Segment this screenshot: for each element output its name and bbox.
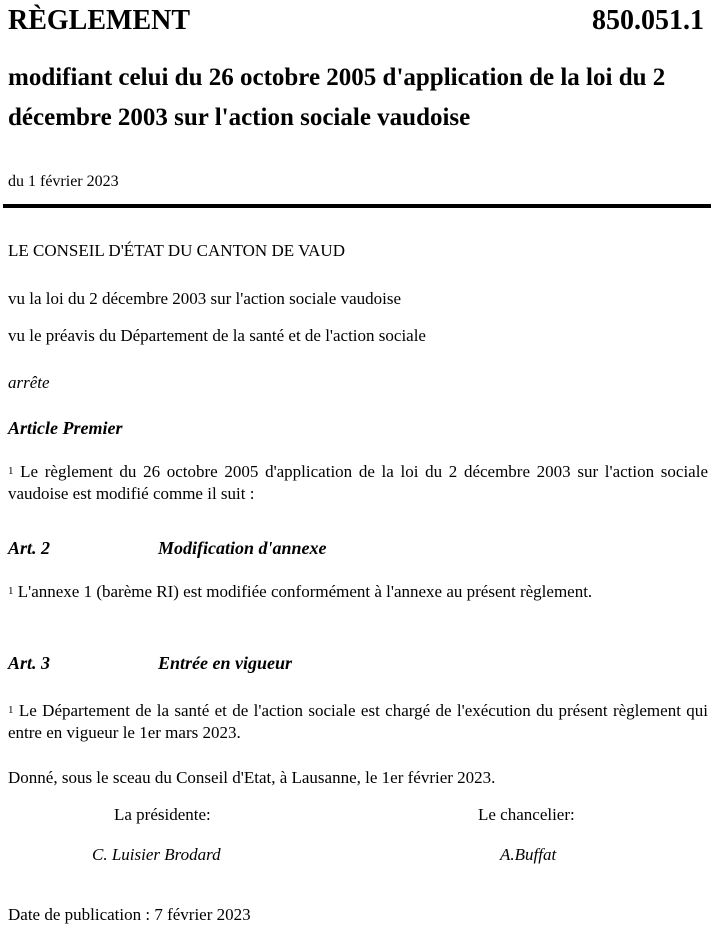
article-3-text: Le Département de la santé et de l'action sociale est chargé de l'exécution du présent règlement qui entre en vigueur le 1er mars 2023.	[8, 701, 709, 742]
given-under-seal: Donné, sous le sceau du Conseil d'Etat, à Lausanne, le 1er février 2023.	[8, 768, 496, 787]
issuing-authority: LE CONSEIL D'ÉTAT DU CANTON DE VAUD	[8, 241, 345, 260]
regulation-date: du 1 février 2023	[8, 173, 119, 190]
chancellor-label: Le chancelier:	[478, 805, 575, 824]
considering-department: vu le préavis du Département de la santé et de l'action sociale	[8, 326, 426, 345]
regulation-number: 850.051.1	[592, 5, 704, 36]
considering-law: vu la loi du 2 décembre 2003 sur l'action sociale vaudoise	[8, 289, 402, 308]
regulation-subtitle: modifiant celui du 26 octobre 2005 d'application de la loi du 2 décembre 2003 sur l'action sociale vaudoise	[8, 64, 666, 131]
article-1-text: Le règlement du 26 octobre 2005 d'application de la loi du 2 décembre 2003 sur l'action sociale vaudoise est modifié comme il suit :	[8, 462, 708, 503]
regulation-type-title: RÈGLEMENT	[8, 5, 191, 36]
article-1-paragraph	[8, 461, 708, 505]
president-label: La présidente:	[114, 805, 211, 824]
chancellor-name: A.Buffat	[500, 845, 557, 864]
paragraph-mark: 1	[8, 585, 14, 597]
article-3-number: Art. 3	[8, 653, 51, 673]
article-2-text: L'annexe 1 (barème RI) est modifiée conformément à l'annexe au présent règlement.	[17, 582, 593, 601]
president-name: C. Luisier Brodard	[92, 845, 221, 864]
article-2-paragraph	[8, 581, 708, 603]
publication-date: Date de publication : 7 février 2023	[8, 905, 251, 924]
paragraph-mark: 1	[8, 704, 14, 716]
paragraph-mark: 1	[8, 465, 14, 477]
header-divider	[3, 204, 711, 208]
article-2-number: Art. 2	[8, 538, 51, 558]
article-3-title: Entrée en vigueur	[158, 653, 293, 673]
article-3-paragraph	[8, 700, 708, 744]
article-1-heading: Article Premier	[8, 418, 123, 438]
decree-verb: arrête	[8, 373, 50, 392]
article-2-title: Modification d'annexe	[158, 538, 327, 558]
